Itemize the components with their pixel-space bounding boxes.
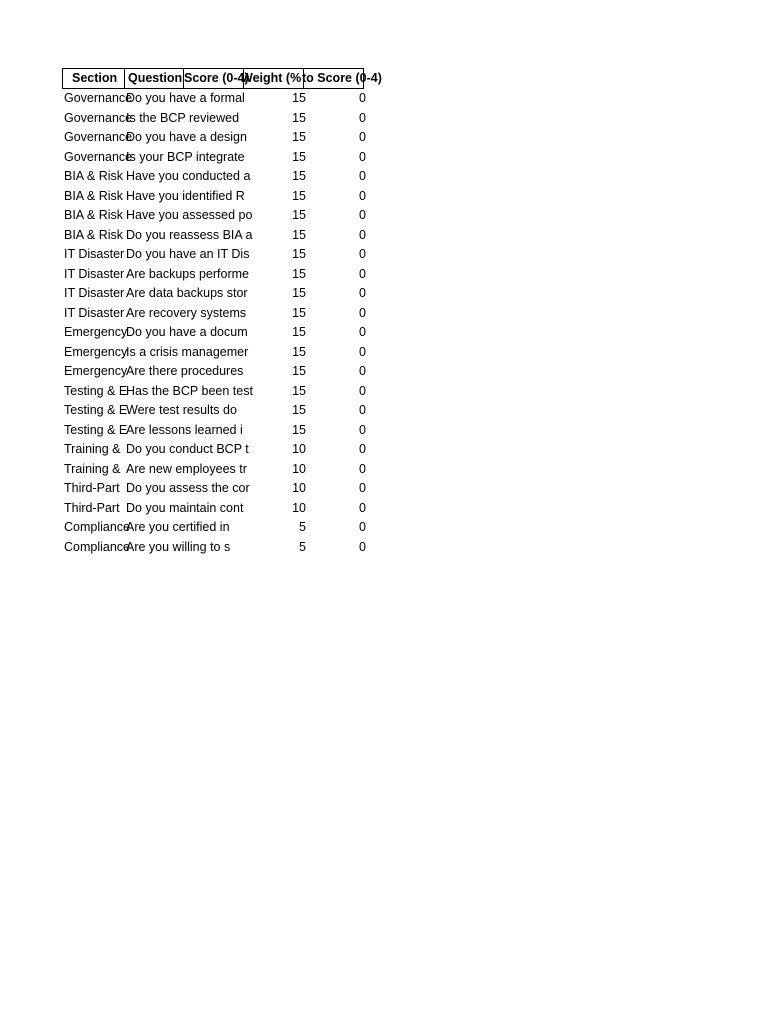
weight-cell[interactable]: 10 bbox=[292, 461, 306, 476]
table-row bbox=[62, 440, 367, 460]
weight-cell[interactable]: 15 bbox=[292, 364, 306, 378]
section-cell[interactable]: IT Disaster bbox=[64, 286, 125, 300]
weight-cell[interactable]: 5 bbox=[299, 539, 306, 554]
weighted-score-cell[interactable]: 0 bbox=[359, 500, 366, 515]
weight-cell[interactable]: 15 bbox=[292, 247, 306, 261]
weight-cell[interactable]: 15 bbox=[292, 110, 306, 125]
weighted-score-cell[interactable]: 0 bbox=[359, 169, 366, 183]
weighted-score-cell[interactable]: 0 bbox=[359, 403, 366, 417]
section-cell[interactable]: Emergency bbox=[64, 344, 128, 359]
header-weight-label: Weight (% bbox=[241, 71, 302, 85]
weighted-score-cell[interactable]: 0 bbox=[359, 227, 366, 242]
weight-cell[interactable]: 15 bbox=[292, 149, 306, 164]
section-cell[interactable]: Emergency bbox=[64, 364, 128, 378]
question-cell[interactable]: Do you maintain cont bbox=[126, 500, 244, 515]
table-row bbox=[62, 109, 367, 129]
weighted-score-cell[interactable]: 0 bbox=[359, 149, 366, 164]
question-cell[interactable]: Do you assess the cor bbox=[126, 481, 250, 495]
weighted-score-cell[interactable]: 0 bbox=[359, 286, 366, 300]
table-row bbox=[62, 245, 367, 265]
table-row bbox=[62, 401, 367, 421]
question-cell[interactable]: Do you have an IT Dis bbox=[126, 247, 250, 261]
section-cell[interactable]: Compliance bbox=[64, 520, 131, 534]
section-cell[interactable]: Testing & E bbox=[64, 422, 128, 437]
question-cell[interactable]: Are recovery systems bbox=[126, 305, 247, 320]
header-question-label: Question bbox=[128, 71, 183, 85]
header-section[interactable] bbox=[62, 68, 125, 89]
section-cell[interactable]: BIA & Risk bbox=[64, 227, 124, 242]
section-cell[interactable]: Testing & E bbox=[64, 403, 128, 417]
weighted-score-cell[interactable]: 0 bbox=[359, 442, 366, 456]
weight-cell[interactable]: 15 bbox=[292, 227, 306, 242]
weighted-score-cell[interactable]: 0 bbox=[359, 208, 366, 222]
weighted-score-cell[interactable]: 0 bbox=[359, 325, 366, 339]
weighted-score-cell[interactable]: 0 bbox=[359, 481, 366, 495]
weight-cell[interactable]: 15 bbox=[292, 344, 306, 359]
table-row bbox=[62, 128, 367, 148]
weight-cell[interactable]: 15 bbox=[292, 208, 306, 222]
section-cell[interactable]: BIA & Risk bbox=[64, 208, 124, 222]
question-cell[interactable]: Are data backups stor bbox=[126, 286, 248, 300]
weighted-score-cell[interactable]: 0 bbox=[359, 91, 366, 105]
table-row bbox=[62, 167, 367, 187]
section-cell[interactable]: Third-Part bbox=[64, 481, 120, 495]
section-cell[interactable]: Governance bbox=[64, 130, 133, 144]
question-cell[interactable]: Is your BCP integrate bbox=[126, 149, 245, 164]
table-row bbox=[62, 284, 367, 304]
section-cell[interactable]: Testing & E bbox=[64, 383, 128, 398]
question-cell[interactable]: Have you identified R bbox=[126, 188, 245, 203]
weight-cell[interactable]: 5 bbox=[299, 520, 306, 534]
section-cell[interactable]: IT Disaster bbox=[64, 305, 125, 320]
section-cell[interactable]: BIA & Risk bbox=[64, 169, 124, 183]
table-row bbox=[62, 304, 367, 324]
section-cell[interactable]: Training & bbox=[64, 442, 121, 456]
table-row bbox=[62, 479, 367, 499]
question-cell[interactable]: Are you certified in bbox=[126, 520, 230, 534]
table-row bbox=[62, 265, 367, 285]
question-cell[interactable]: Do you have a docum bbox=[126, 325, 248, 339]
weighted-score-cell[interactable]: 0 bbox=[359, 520, 366, 534]
weighted-score-cell[interactable]: 0 bbox=[359, 247, 366, 261]
weighted-score-cell[interactable]: 0 bbox=[359, 461, 366, 476]
section-cell[interactable]: Governance bbox=[64, 149, 133, 164]
table-row bbox=[62, 343, 367, 363]
table-row bbox=[62, 206, 367, 226]
weighted-score-cell[interactable]: 0 bbox=[359, 539, 366, 554]
header-weighted-score[interactable] bbox=[302, 68, 382, 89]
section-cell[interactable]: Governance bbox=[64, 110, 133, 125]
question-cell[interactable]: Do you conduct BCP t bbox=[126, 442, 249, 456]
header-weighted-score-label: to Score (0-4) bbox=[302, 71, 382, 85]
weight-cell[interactable]: 10 bbox=[292, 481, 306, 495]
table-row bbox=[62, 382, 367, 402]
weight-cell[interactable]: 10 bbox=[292, 500, 306, 515]
weighted-score-cell[interactable]: 0 bbox=[359, 266, 366, 281]
section-cell[interactable]: Compliance bbox=[64, 539, 131, 554]
weighted-score-cell[interactable]: 0 bbox=[359, 110, 366, 125]
header-row bbox=[62, 68, 382, 89]
table-row bbox=[62, 148, 367, 168]
question-cell[interactable]: Has the BCP been test bbox=[126, 383, 253, 398]
weight-cell[interactable]: 15 bbox=[292, 130, 306, 144]
question-cell[interactable]: Is the BCP reviewed bbox=[126, 110, 240, 125]
table-body bbox=[62, 89, 367, 557]
question-cell[interactable]: Are backups performe bbox=[126, 266, 249, 281]
header-weight[interactable] bbox=[243, 68, 304, 89]
question-cell[interactable]: Do you reassess BIA a bbox=[126, 227, 253, 242]
table-row bbox=[62, 460, 367, 480]
header-score[interactable] bbox=[183, 68, 249, 89]
section-cell[interactable]: Emergency bbox=[64, 325, 128, 339]
question-cell[interactable]: Have you conducted a bbox=[126, 169, 251, 183]
header-section-label: Section bbox=[72, 71, 118, 85]
weight-cell[interactable]: 15 bbox=[292, 169, 306, 183]
table-row bbox=[62, 518, 367, 538]
spreadsheet bbox=[62, 68, 382, 557]
question-cell[interactable]: Are you willing to s bbox=[126, 539, 231, 554]
table-row bbox=[62, 362, 367, 382]
question-cell[interactable]: Are lessons learned i bbox=[126, 422, 243, 437]
weight-cell[interactable]: 15 bbox=[292, 91, 306, 105]
weighted-score-cell[interactable]: 0 bbox=[359, 383, 366, 398]
weight-cell[interactable]: 15 bbox=[292, 383, 306, 398]
table-row bbox=[62, 499, 367, 519]
weight-cell[interactable]: 15 bbox=[292, 422, 306, 437]
weight-cell[interactable]: 15 bbox=[292, 188, 306, 203]
table-row bbox=[62, 421, 367, 441]
question-cell[interactable]: Have you assessed po bbox=[126, 208, 253, 222]
header-question[interactable] bbox=[124, 68, 184, 89]
table-row bbox=[62, 187, 367, 207]
weight-cell[interactable]: 15 bbox=[292, 403, 306, 417]
table-row bbox=[62, 226, 367, 246]
weight-cell[interactable]: 15 bbox=[292, 305, 306, 320]
question-cell[interactable]: Is a crisis managemer bbox=[126, 344, 249, 359]
section-cell[interactable]: IT Disaster bbox=[64, 247, 125, 261]
question-cell[interactable]: Were test results do bbox=[126, 403, 237, 417]
header-score-label: Score (0-4) bbox=[184, 71, 249, 85]
table-row bbox=[62, 538, 367, 558]
weighted-score-cell[interactable]: 0 bbox=[359, 305, 366, 320]
section-cell[interactable]: Governance bbox=[64, 91, 133, 105]
weighted-score-cell[interactable]: 0 bbox=[359, 130, 366, 144]
question-cell[interactable]: Are new employees tr bbox=[126, 461, 247, 476]
section-cell[interactable]: Third-Part bbox=[64, 500, 120, 515]
question-cell[interactable]: Do you have a design bbox=[126, 130, 247, 144]
weight-cell[interactable]: 15 bbox=[292, 325, 306, 339]
question-cell[interactable]: Are there procedures bbox=[126, 364, 244, 378]
weighted-score-cell[interactable]: 0 bbox=[359, 364, 366, 378]
section-cell[interactable]: BIA & Risk bbox=[64, 188, 124, 203]
weighted-score-cell[interactable]: 0 bbox=[359, 344, 366, 359]
table-row bbox=[62, 323, 367, 343]
weighted-score-cell[interactable]: 0 bbox=[359, 422, 366, 437]
section-cell[interactable]: IT Disaster bbox=[64, 266, 125, 281]
question-cell[interactable]: Do you have a formal bbox=[126, 91, 245, 105]
weight-cell[interactable]: 10 bbox=[292, 442, 306, 456]
weight-cell[interactable]: 15 bbox=[292, 286, 306, 300]
section-cell[interactable]: Training & bbox=[64, 461, 121, 476]
weighted-score-cell[interactable]: 0 bbox=[359, 188, 366, 203]
weight-cell[interactable]: 15 bbox=[292, 266, 306, 281]
table-row bbox=[62, 89, 367, 109]
